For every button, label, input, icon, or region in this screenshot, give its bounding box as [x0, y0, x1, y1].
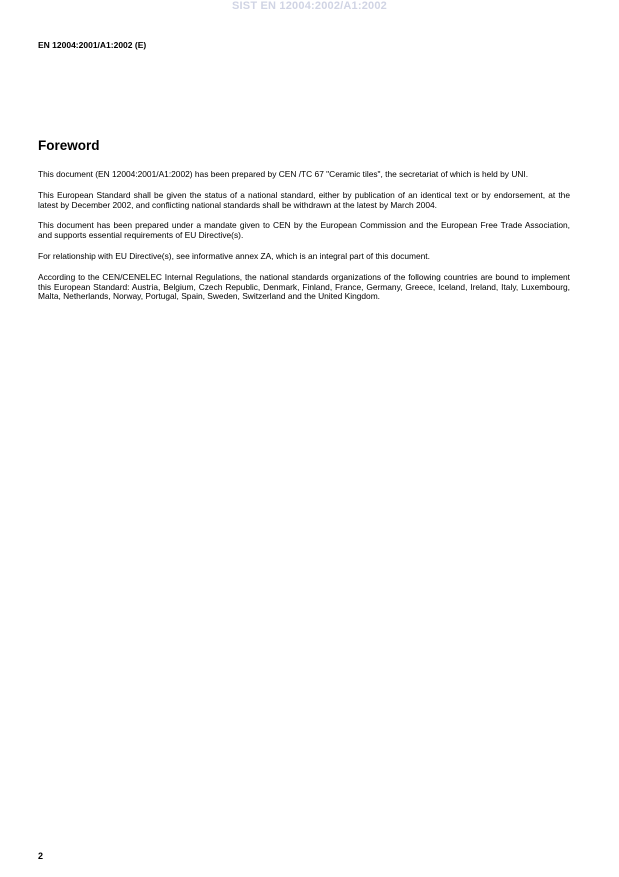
paragraph-relationship: For relationship with EU Directive(s), see informative annex ZA, which is an integral part of this document. — [38, 250, 430, 261]
paragraph-regulations: According to the CEN/CENELEC Internal Regulations, the national standards organizations of the following countries are bound to implement this European Standard: Austria, Belgium, Czech Republic, Denmark, Finland, France, Germany, Greece, Iceland, Ireland, Italy, Luxembourg, Malta, Netherlands, Norway, Portugal, Spain, Sweden, Switzerland and the United Kingdom. — [38, 271, 570, 302]
foreword-body — [38, 170, 570, 313]
document-identifier: EN 12004:2001/A1:2002 (E) — [38, 40, 147, 50]
page-number: 2 — [38, 851, 44, 861]
paragraph-mandate: This document has been prepared under a mandate given to CEN by the European Commission and the European Free Trade Association, and supports essential requirements of EU Directive(s). — [38, 220, 570, 241]
paragraph-preparation: This document (EN 12004:2001/A1:2002) has been prepared by CEN /TC 67 "Ceramic tiles", the secretariat of which is held by UNI. — [38, 169, 529, 179]
paragraph-status: This European Standard shall be given the status of a national standard, either by publication of an identical text or by endorsement, at the latest by December 2002, and conflicting national standards shall be withdrawn at the latest by March 2004. — [38, 189, 570, 210]
page-title: Foreword — [38, 138, 100, 153]
watermark-text: SIST EN 12004:2002/A1:2002 — [231, 0, 388, 12]
